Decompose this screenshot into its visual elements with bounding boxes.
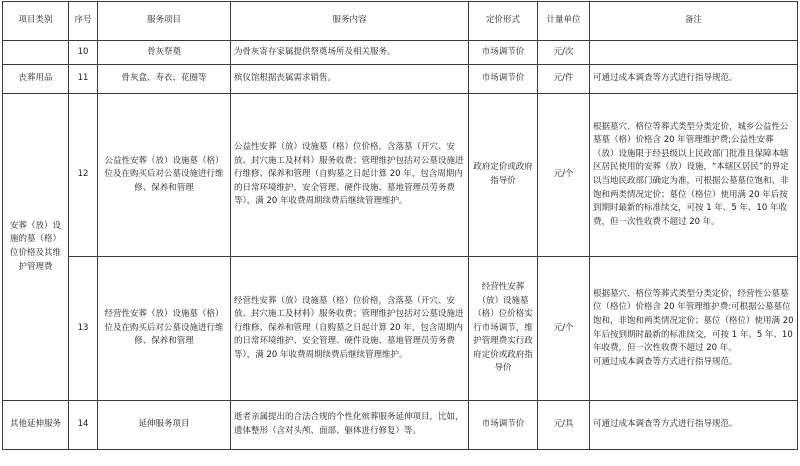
row-remarks: 根据墓穴、格位等葬式类型分类定价，城乡公益性公墓墓（格）价格含 20 年管理维护费;公益性安葬（放）设施限于经县级以上民政部门批准且保障本辖区居民使用的安葬（放）设施，“本辖区居民”的界定以当地民政部门确定为准，可根据公墓墓位饱和、非饱和两类情况定价；墓位（格位）使用满 20 年后按到期时最新的标准续交，可按 1 年、5 年、10 年收费，但一次性收费不超过 20 年。: [590, 94, 798, 257]
row-pricing: 经营性安葬（放）设施墓（格）位价格实行市场调节，维护管理费实行政府定价或政府指导价: [469, 257, 538, 401]
row-unit: 元/个: [538, 94, 590, 257]
table-row: [3, 94, 798, 257]
row-item: 延伸服务项目: [98, 401, 231, 450]
row-seq: 13: [69, 257, 98, 401]
row-unit: 元/次: [538, 41, 590, 65]
row-unit: 元/个: [538, 257, 590, 401]
fee-table: [2, 1, 798, 450]
row-item: 公益性安葬（放）设施墓（格）位及在购买后对公墓设施进行维修、保养和管理: [98, 94, 231, 257]
row-remarks: [590, 257, 798, 401]
row-category: [3, 41, 69, 65]
table-row: [3, 401, 798, 450]
row-item: 骨灰祭奠: [98, 41, 231, 65]
row-content: 公益性安葬（放）设施墓（格）位价格，含落墓（开穴、安放、封穴施工及材料）服务收费；管理维护包括对公墓设施进行维修、保养和管理（自购墓之日起计算 20 年，包含周期内的日常环境维护、安全管理、硬件设施、墓地管理员劳务费等），满 20 年收费周期续费后继续管理维护。: [231, 94, 469, 257]
header-category: 项目类别: [3, 2, 69, 41]
header-row: [3, 2, 798, 41]
row-seq: 10: [69, 41, 98, 65]
row-unit: 元/件: [538, 65, 590, 94]
row-content: 逝者亲属提出的合法合规的个性化殡葬服务延伸项目，比如，遗体整形（含对头颅、面部、躯体进行修复）等。: [231, 401, 469, 450]
row-category: 安葬（放）设施的墓（格）位价格及其维护管理费: [3, 94, 69, 401]
table-row: [3, 65, 798, 94]
row-pricing: 政府定价或政府指导价: [469, 94, 538, 257]
remarks-text: 根据墓穴、格位等葬式类型分类定价，经营性公墓墓位（格位）价格含 20 年管理维护费:可根据公墓墓位饱和，非饱和两类情况定价；墓位（格位）使用满 20 年后按到期时最新的标准续交，可按 1 年、5 年、10 年收费，但一次性收费不超过 20 年。: [593, 288, 794, 354]
row-remarks: [590, 41, 798, 65]
row-seq: 11: [69, 65, 98, 94]
row-content: 殡仪馆根据丧属需求销售。: [231, 65, 469, 94]
row-content: 经营性安葬（放）设施墓（格）位价格，含落墓（开穴、安放、封穴施工及材料）服务收费；管理维护包括对公墓设施进行维修、保养和管理（自购墓之日起计算 20 年，包含周期内的日常环境维护、安全管理、硬件设施、墓地管理员劳务费等），满 20 年收费周期续费后继续管理维护。: [231, 257, 469, 401]
header-remarks: 备注: [590, 2, 798, 41]
row-category: 其他延伸服务: [3, 401, 69, 450]
row-category: 丧葬用品: [3, 65, 69, 94]
row-content: 为骨灰寄存家属提供祭奠场所及相关服务。: [231, 41, 469, 65]
row-remarks: 可通过成本调查等方式进行指导规范。: [590, 65, 798, 94]
row-pricing: 市场调节价: [469, 401, 538, 450]
row-item: 骨灰盒、寿衣、花圈等: [98, 65, 231, 94]
row-pricing: 市场调节价: [469, 41, 538, 65]
remarks-note: 可通过成本调查等方式进行指导规范。: [593, 356, 738, 367]
row-remarks: 可通过成本调查等方式进行指导规范。: [590, 401, 798, 450]
header-unit: 计量单位: [538, 2, 590, 41]
row-seq: 12: [69, 94, 98, 257]
row-item: 经营性安葬（放）设施墓（格）位及在购买后对公墓设施进行维修、保养和管理: [98, 257, 231, 401]
header-pricing: 定价形式: [469, 2, 538, 41]
table-row: [3, 41, 798, 65]
header-item: 服务项目: [98, 2, 231, 41]
header-seq: 序号: [69, 2, 98, 41]
row-pricing: 市场调节价: [469, 65, 538, 94]
row-seq: 14: [69, 401, 98, 450]
header-content: 服务内容: [231, 2, 469, 41]
row-unit: 元/具: [538, 401, 590, 450]
table-row: [3, 257, 798, 401]
